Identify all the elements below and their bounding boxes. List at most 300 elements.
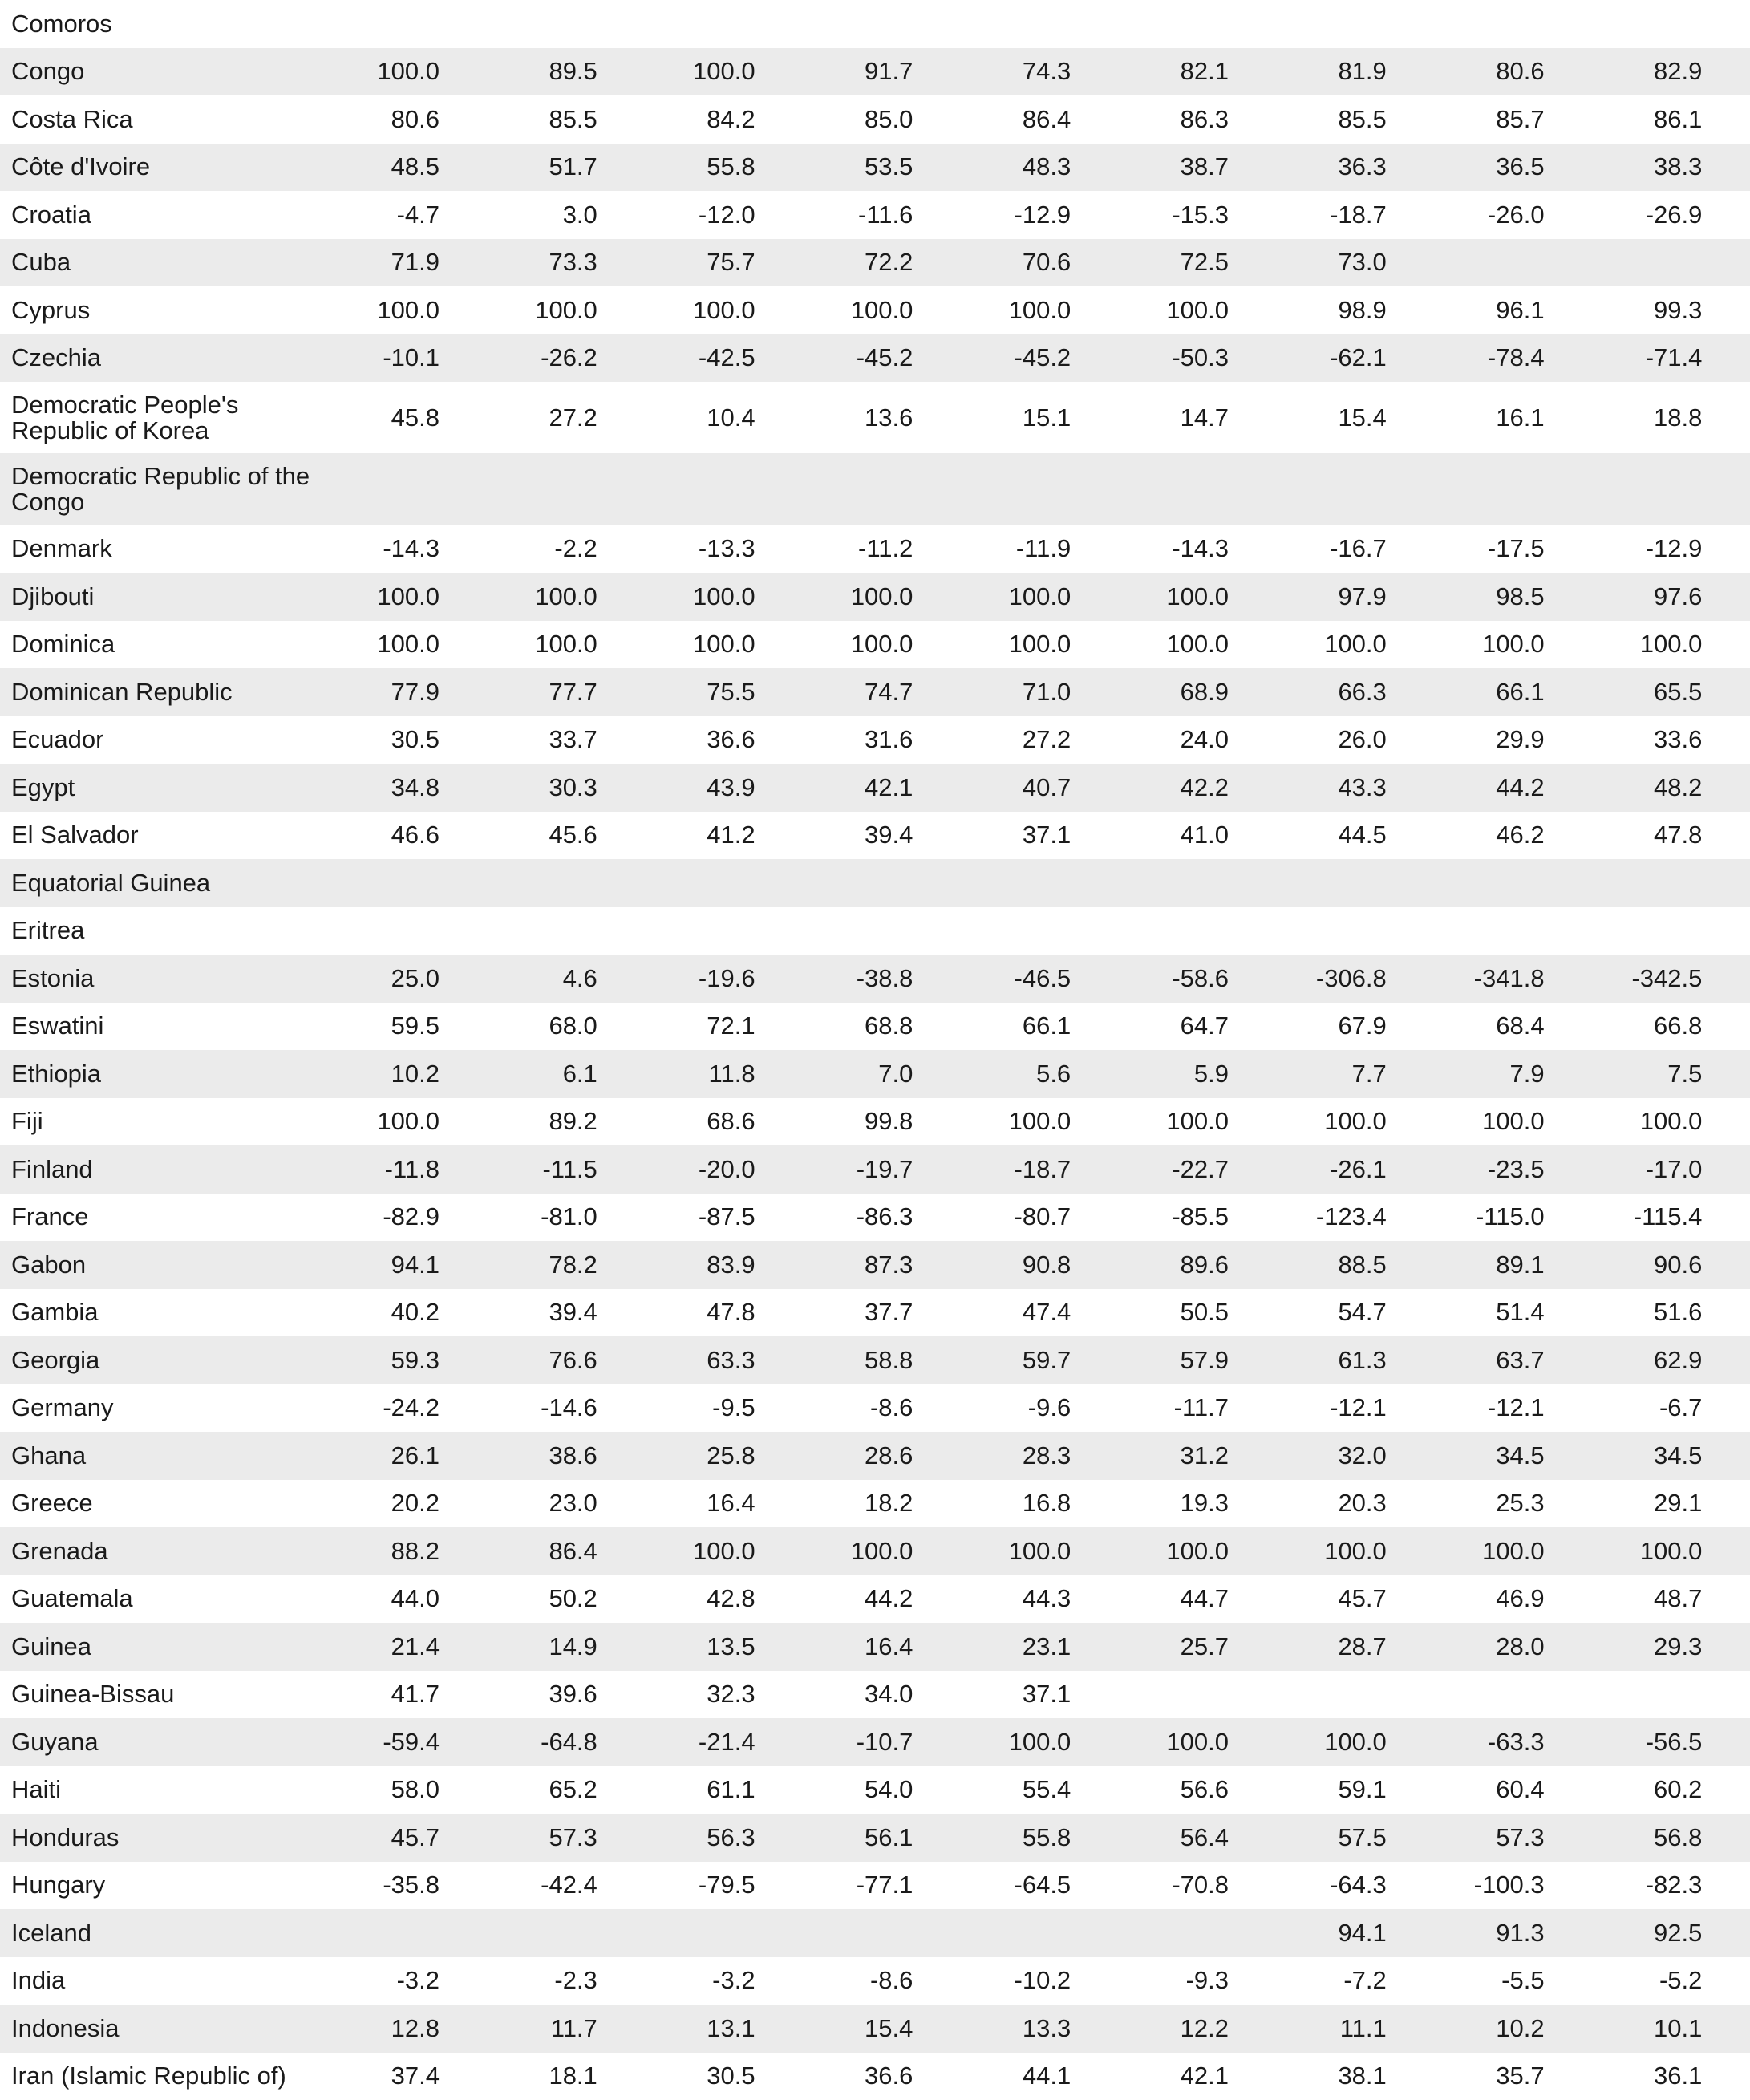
value-cell: -42.4 — [541, 1871, 598, 1899]
value-cell: 71.9 — [391, 248, 440, 277]
value-cell: -11.6 — [858, 200, 913, 229]
value-cell: 71.0 — [1022, 677, 1071, 706]
value-cell: 20.2 — [391, 1489, 440, 1518]
value-cell: 24.0 — [1180, 725, 1229, 754]
value-cell: 91.7 — [865, 57, 913, 86]
value-cell: 29.3 — [1654, 1632, 1703, 1660]
value-cell: 70.6 — [1022, 248, 1071, 277]
value-cell: 48.5 — [391, 152, 440, 181]
value-cell: 100.0 — [693, 630, 755, 659]
value-cell: 80.6 — [391, 104, 440, 133]
value-cell — [1387, 248, 1545, 277]
value-cell: 11.1 — [1339, 2013, 1387, 2042]
value-cell: -38.8 — [856, 963, 913, 992]
value-cells — [337, 343, 1716, 372]
value-cell: 11.8 — [708, 1059, 755, 1088]
value-cell: -11.7 — [1173, 1393, 1229, 1422]
value-cell: -26.9 — [1645, 200, 1703, 229]
table-row — [0, 48, 1750, 96]
value-cell: 57.9 — [1180, 1345, 1229, 1374]
value-cell: 13.5 — [707, 1632, 755, 1660]
value-cell: 7.0 — [878, 1059, 913, 1088]
value-cell: 60.2 — [1654, 1775, 1703, 1804]
value-cell: 100.0 — [693, 1536, 755, 1565]
value-cell: 31.6 — [865, 725, 913, 754]
value-cell: 27.2 — [1022, 725, 1071, 754]
value-cell: 100.0 — [535, 630, 598, 659]
value-cell: 25.8 — [707, 1441, 755, 1470]
value-cell: 96.1 — [1496, 295, 1545, 324]
value-cell: 32.3 — [707, 1680, 755, 1709]
value-cells — [337, 1871, 1716, 1899]
value-cell: 45.8 — [391, 403, 440, 432]
value-cell: 13.3 — [1022, 2013, 1071, 2042]
value-cell: 61.3 — [1338, 1345, 1387, 1374]
value-cell: 88.5 — [1338, 1250, 1387, 1279]
value-cell: 44.3 — [1022, 1584, 1071, 1613]
value-cell: 91.3 — [1496, 1918, 1545, 1947]
value-cell: -14.3 — [383, 534, 440, 563]
value-cell: 76.6 — [549, 1345, 598, 1374]
value-cell: 56.6 — [1180, 1775, 1229, 1804]
value-cell: 10.1 — [1654, 2013, 1703, 2042]
table-row — [0, 1527, 1750, 1575]
value-cell: 4.6 — [562, 963, 598, 992]
value-cell: -64.3 — [1330, 1871, 1387, 1899]
country-name: Greece — [11, 1489, 93, 1518]
value-cell: 50.2 — [549, 1584, 598, 1613]
value-cell: -5.5 — [1501, 1966, 1545, 1995]
value-cell: -9.5 — [712, 1393, 755, 1422]
value-cell: -78.4 — [1487, 343, 1545, 372]
value-cell: 84.2 — [707, 104, 755, 133]
value-cell: 66.8 — [1654, 1011, 1703, 1040]
value-cell: 27.2 — [549, 403, 598, 432]
value-cell: 14.9 — [549, 1632, 598, 1660]
value-cell: 100.0 — [1482, 1536, 1545, 1565]
value-cell: 42.2 — [1180, 772, 1229, 801]
value-cell: 34.5 — [1496, 1441, 1545, 1470]
value-cell: 60.4 — [1496, 1775, 1545, 1804]
value-cell: -64.5 — [1014, 1871, 1071, 1899]
value-cell: -100.3 — [1473, 1871, 1545, 1899]
table-row — [0, 1671, 1750, 1719]
value-cells — [337, 1489, 1716, 1518]
value-cell: -56.5 — [1645, 1727, 1703, 1756]
value-cell: 68.0 — [549, 1011, 598, 1040]
value-cell: 37.7 — [865, 1298, 913, 1327]
value-cell: 57.3 — [549, 1822, 598, 1851]
value-cell: 86.1 — [1654, 104, 1703, 133]
value-cell — [598, 1919, 755, 1948]
value-cells — [337, 2014, 1716, 2043]
value-cells — [337, 1251, 1716, 1279]
value-cell: 33.7 — [549, 725, 598, 754]
value-cell: 100.0 — [535, 582, 598, 610]
table-row — [0, 573, 1750, 621]
value-cell: 15.4 — [865, 2013, 913, 2042]
value-cell: 100.0 — [1324, 1727, 1387, 1756]
value-cell: 25.7 — [1180, 1632, 1229, 1660]
value-cell: 51.4 — [1496, 1298, 1545, 1327]
value-cell: -50.3 — [1172, 343, 1229, 372]
value-cell: 100.0 — [1482, 1107, 1545, 1136]
value-cell: 13.1 — [707, 2013, 755, 2042]
value-cells — [337, 773, 1716, 802]
value-cell: 65.5 — [1654, 677, 1703, 706]
value-cell: 37.4 — [391, 2061, 440, 2090]
value-cell: 90.8 — [1022, 1250, 1071, 1279]
value-cell: 38.7 — [1180, 152, 1229, 181]
value-cell: -11.8 — [384, 1154, 440, 1183]
table-row — [0, 859, 1750, 907]
value-cell: 97.6 — [1654, 582, 1703, 610]
value-cell: 59.3 — [391, 1345, 440, 1374]
value-cell: 100.0 — [850, 295, 913, 324]
value-cells — [337, 1060, 1716, 1089]
value-cell: 7.5 — [1667, 1059, 1703, 1088]
table-row — [0, 1098, 1750, 1146]
value-cell: -14.6 — [541, 1393, 598, 1422]
country-name: Croatia — [11, 200, 91, 229]
value-cell: 56.4 — [1180, 1822, 1229, 1851]
country-name: Eswatini — [11, 1011, 104, 1040]
value-cell: -58.6 — [1172, 963, 1229, 992]
country-name: Iceland — [11, 1918, 91, 1947]
table-row — [0, 191, 1750, 239]
table-row — [0, 1862, 1750, 1910]
value-cell: 7.7 — [1351, 1059, 1387, 1088]
value-cell: -12.0 — [698, 200, 755, 229]
country-name: Gambia — [11, 1298, 99, 1327]
value-cell: 100.0 — [1166, 1536, 1229, 1565]
value-cell: 100.0 — [1008, 1107, 1071, 1136]
value-cell: -9.3 — [1185, 1966, 1229, 1995]
value-cell: -82.3 — [1645, 1871, 1703, 1899]
value-cell: 72.2 — [865, 248, 913, 277]
value-cell — [1545, 1680, 1703, 1709]
value-cell: -16.7 — [1330, 534, 1387, 563]
country-name: Comoros — [11, 9, 112, 38]
value-cells — [337, 1011, 1716, 1040]
country-name: Georgia — [11, 1345, 100, 1374]
value-cell: 13.6 — [865, 403, 913, 432]
value-cell: -18.7 — [1014, 1154, 1071, 1183]
value-cell: 100.0 — [850, 1536, 913, 1565]
country-name: Dominican Republic — [11, 677, 233, 706]
country-name: Fiji — [11, 1107, 43, 1136]
value-cell: 100.0 — [1324, 1107, 1387, 1136]
value-cell: 30.5 — [391, 725, 440, 754]
value-cell: -85.5 — [1172, 1202, 1229, 1231]
value-cell: -45.2 — [1014, 343, 1071, 372]
value-cell: 92.5 — [1654, 1918, 1703, 1947]
value-cell: 6.1 — [562, 1059, 598, 1088]
country-name: Democratic Republic of the Congo — [11, 461, 310, 516]
value-cell: 54.7 — [1338, 1298, 1387, 1327]
value-cell: -24.2 — [383, 1393, 440, 1422]
value-cell: -12.9 — [1014, 200, 1071, 229]
country-name: Finland — [11, 1154, 93, 1183]
value-cells — [337, 105, 1716, 134]
country-name: Hungary — [11, 1871, 106, 1899]
value-cell: -86.3 — [856, 1202, 913, 1231]
value-cell: 99.3 — [1654, 295, 1703, 324]
value-cell — [1229, 1680, 1387, 1709]
country-name: Guatemala — [11, 1584, 133, 1613]
value-cell: 57.5 — [1338, 1822, 1387, 1851]
value-cell: -79.5 — [698, 1871, 755, 1899]
value-cell: 68.6 — [707, 1107, 755, 1136]
value-cell: 85.5 — [549, 104, 598, 133]
value-cells — [337, 630, 1716, 659]
value-cells — [337, 1155, 1716, 1184]
value-cell: -4.7 — [396, 200, 440, 229]
table-row — [0, 1480, 1750, 1528]
value-cell: 75.7 — [707, 248, 755, 277]
value-cell: 58.0 — [391, 1775, 440, 1804]
country-name: Honduras — [11, 1822, 120, 1851]
value-cell: -10.1 — [383, 343, 440, 372]
value-cell: 15.1 — [1022, 403, 1071, 432]
value-cell: 80.6 — [1496, 57, 1545, 86]
value-cell: 39.4 — [865, 821, 913, 849]
value-cell — [755, 1919, 913, 1948]
table-row — [0, 286, 1750, 334]
value-cell: -11.2 — [858, 534, 913, 563]
value-cell: 41.7 — [391, 1680, 440, 1709]
country-name: Congo — [11, 57, 85, 86]
value-cell: 35.7 — [1496, 2061, 1545, 2090]
value-cell: -45.2 — [856, 343, 913, 372]
value-cells — [337, 57, 1716, 86]
value-cells — [337, 1393, 1716, 1422]
value-cell: 64.7 — [1180, 1011, 1229, 1040]
value-cell: 100.0 — [1008, 295, 1071, 324]
value-cell: 16.8 — [1022, 1489, 1071, 1518]
country-name: France — [11, 1202, 89, 1231]
value-cell: 100.0 — [1166, 582, 1229, 610]
value-cells — [337, 1966, 1716, 1995]
value-cell: 31.2 — [1180, 1441, 1229, 1470]
value-cell: 5.9 — [1193, 1059, 1229, 1088]
value-cell: 23.1 — [1022, 1632, 1071, 1660]
value-cell: 85.5 — [1338, 104, 1387, 133]
value-cell: 68.9 — [1180, 677, 1229, 706]
value-cells — [337, 1680, 1716, 1709]
country-name: Côte d'Ivoire — [11, 152, 151, 181]
value-cell: 62.9 — [1654, 1345, 1703, 1374]
value-cell: 98.5 — [1496, 582, 1545, 610]
value-cells — [337, 1202, 1716, 1231]
value-cell: 42.8 — [707, 1584, 755, 1613]
value-cell: 16.4 — [707, 1489, 755, 1518]
value-cell: 100.0 — [377, 582, 440, 610]
country-name: Denmark — [11, 534, 112, 563]
value-cell: 100.0 — [377, 295, 440, 324]
value-cells — [337, 725, 1716, 754]
value-cell: 100.0 — [1639, 1536, 1703, 1565]
value-cell: 41.2 — [707, 821, 755, 849]
table-row — [0, 1814, 1750, 1862]
value-cell: 29.1 — [1654, 1489, 1703, 1518]
value-cells — [337, 678, 1716, 707]
value-cell: -26.0 — [1487, 200, 1545, 229]
value-cell: -9.6 — [1027, 1393, 1071, 1422]
value-cell: 100.0 — [1008, 630, 1071, 659]
value-cell: -80.7 — [1014, 1202, 1071, 1231]
value-cell: 46.2 — [1496, 821, 1545, 849]
value-cell: -15.3 — [1172, 200, 1229, 229]
value-cell: -82.9 — [383, 1202, 440, 1231]
value-cell: 54.0 — [865, 1775, 913, 1804]
value-cell: 100.0 — [1639, 630, 1703, 659]
value-cell: 34.8 — [391, 772, 440, 801]
value-cell: 36.5 — [1496, 152, 1545, 181]
value-cell: -64.8 — [541, 1727, 598, 1756]
value-cell: 65.2 — [549, 1775, 598, 1804]
value-cell: 100.0 — [1008, 1536, 1071, 1565]
value-cell: -10.2 — [1014, 1966, 1071, 1995]
value-cell: -14.3 — [1172, 534, 1229, 563]
value-cell: -13.3 — [698, 534, 755, 563]
value-cells — [337, 534, 1716, 563]
value-cell: 50.5 — [1180, 1298, 1229, 1327]
value-cell: 20.3 — [1338, 1489, 1387, 1518]
table-row — [0, 1575, 1750, 1624]
value-cell: -115.4 — [1633, 1202, 1703, 1231]
table-row — [0, 907, 1750, 955]
value-cell: 57.3 — [1496, 1822, 1545, 1851]
value-cell: 68.4 — [1496, 1011, 1545, 1040]
value-cell: 87.3 — [865, 1250, 913, 1279]
value-cell: 59.7 — [1022, 1345, 1071, 1374]
value-cells — [337, 964, 1716, 993]
country-name: Guinea — [11, 1632, 91, 1660]
value-cell: -306.8 — [1315, 963, 1387, 992]
value-cell: 30.3 — [549, 772, 598, 801]
table-row — [0, 0, 1750, 48]
value-cell: 44.2 — [865, 1584, 913, 1613]
value-cell: 73.0 — [1338, 248, 1387, 277]
value-cell: -2.2 — [554, 534, 598, 563]
value-cell: -20.0 — [698, 1154, 755, 1183]
country-name: Dominica — [11, 630, 115, 659]
value-cell: 77.9 — [391, 677, 440, 706]
value-cell: 3.0 — [562, 200, 598, 229]
value-cell: 30.5 — [707, 2061, 755, 2090]
value-cells — [337, 1728, 1716, 1757]
value-cell: -12.1 — [1330, 1393, 1387, 1422]
table-row — [0, 716, 1750, 764]
country-name: Estonia — [11, 963, 95, 992]
country-name: Egypt — [11, 772, 75, 801]
value-cells — [337, 582, 1716, 611]
value-cell: 45.7 — [1338, 1584, 1387, 1613]
country-name: Cyprus — [11, 295, 91, 324]
value-cell: 66.1 — [1022, 1011, 1071, 1040]
value-cell: -18.7 — [1330, 200, 1387, 229]
value-cell: -23.5 — [1487, 1154, 1545, 1183]
value-cell: 66.1 — [1496, 677, 1545, 706]
value-cell: 55.4 — [1022, 1775, 1071, 1804]
value-cell: 41.0 — [1180, 821, 1229, 849]
value-cell: 86.3 — [1180, 104, 1229, 133]
value-cells — [337, 1632, 1716, 1661]
country-name: Guinea-Bissau — [11, 1680, 175, 1709]
value-cell: 100.0 — [1008, 582, 1071, 610]
value-cell: 55.8 — [1022, 1822, 1071, 1851]
value-cell: -2.3 — [554, 1966, 598, 1995]
table-row — [0, 1194, 1750, 1242]
value-cell: 94.1 — [391, 1250, 440, 1279]
value-cell: -3.2 — [712, 1966, 755, 1995]
value-cell: 82.1 — [1180, 57, 1229, 86]
value-cell: 48.3 — [1022, 152, 1071, 181]
country-name: Ecuador — [11, 725, 104, 754]
value-cell: -21.4 — [698, 1727, 755, 1756]
value-cell: 12.8 — [391, 2013, 440, 2042]
value-cell: 63.7 — [1496, 1345, 1545, 1374]
value-cell: 75.5 — [707, 677, 755, 706]
value-cell: 72.5 — [1180, 248, 1229, 277]
value-cell: -10.7 — [856, 1727, 913, 1756]
value-cell: 40.2 — [391, 1298, 440, 1327]
value-cell: 33.6 — [1654, 725, 1703, 754]
value-cell: -63.3 — [1487, 1727, 1545, 1756]
country-name: Costa Rica — [11, 104, 133, 133]
country-name: Haiti — [11, 1775, 62, 1804]
value-cell: 68.8 — [865, 1011, 913, 1040]
value-cell — [1387, 1680, 1545, 1709]
value-cell: 100.0 — [535, 295, 598, 324]
value-cell: 51.6 — [1654, 1298, 1703, 1327]
country-name: Grenada — [11, 1536, 108, 1565]
value-cell: 100.0 — [1166, 1727, 1229, 1756]
value-cell: -77.1 — [856, 1871, 913, 1899]
value-cell: -11.5 — [542, 1154, 598, 1183]
value-cell: 36.6 — [865, 2061, 913, 2090]
value-cell: 100.0 — [850, 582, 913, 610]
value-cell: -123.4 — [1315, 1202, 1387, 1231]
value-cell: 18.2 — [865, 1489, 913, 1518]
value-cell: 29.9 — [1496, 725, 1545, 754]
value-cell: 67.9 — [1338, 1011, 1387, 1040]
value-cells — [337, 296, 1716, 325]
value-cell: -26.1 — [1330, 1154, 1387, 1183]
value-cell: 100.0 — [693, 295, 755, 324]
value-cell: 5.6 — [1036, 1059, 1071, 1088]
table-row — [0, 1718, 1750, 1766]
value-cell: 100.0 — [377, 630, 440, 659]
value-cell — [1071, 1680, 1229, 1709]
value-cell: 78.2 — [549, 1250, 598, 1279]
value-cell: 48.2 — [1654, 772, 1703, 801]
country-name: Iran (Islamic Republic of) — [11, 2061, 286, 2090]
country-name: Indonesia — [11, 2013, 120, 2042]
value-cell: 89.6 — [1180, 1250, 1229, 1279]
value-cell: 32.0 — [1338, 1441, 1387, 1470]
value-cell: 100.0 — [693, 582, 755, 610]
value-cell: 44.2 — [1496, 772, 1545, 801]
table-row — [0, 1432, 1750, 1480]
value-cell: 38.6 — [549, 1441, 598, 1470]
value-cell: 88.2 — [391, 1536, 440, 1565]
value-cell: 89.1 — [1496, 1250, 1545, 1279]
value-cell: 40.7 — [1022, 772, 1071, 801]
country-name: Guyana — [11, 1727, 99, 1756]
country-name: Ethiopia — [11, 1059, 102, 1088]
